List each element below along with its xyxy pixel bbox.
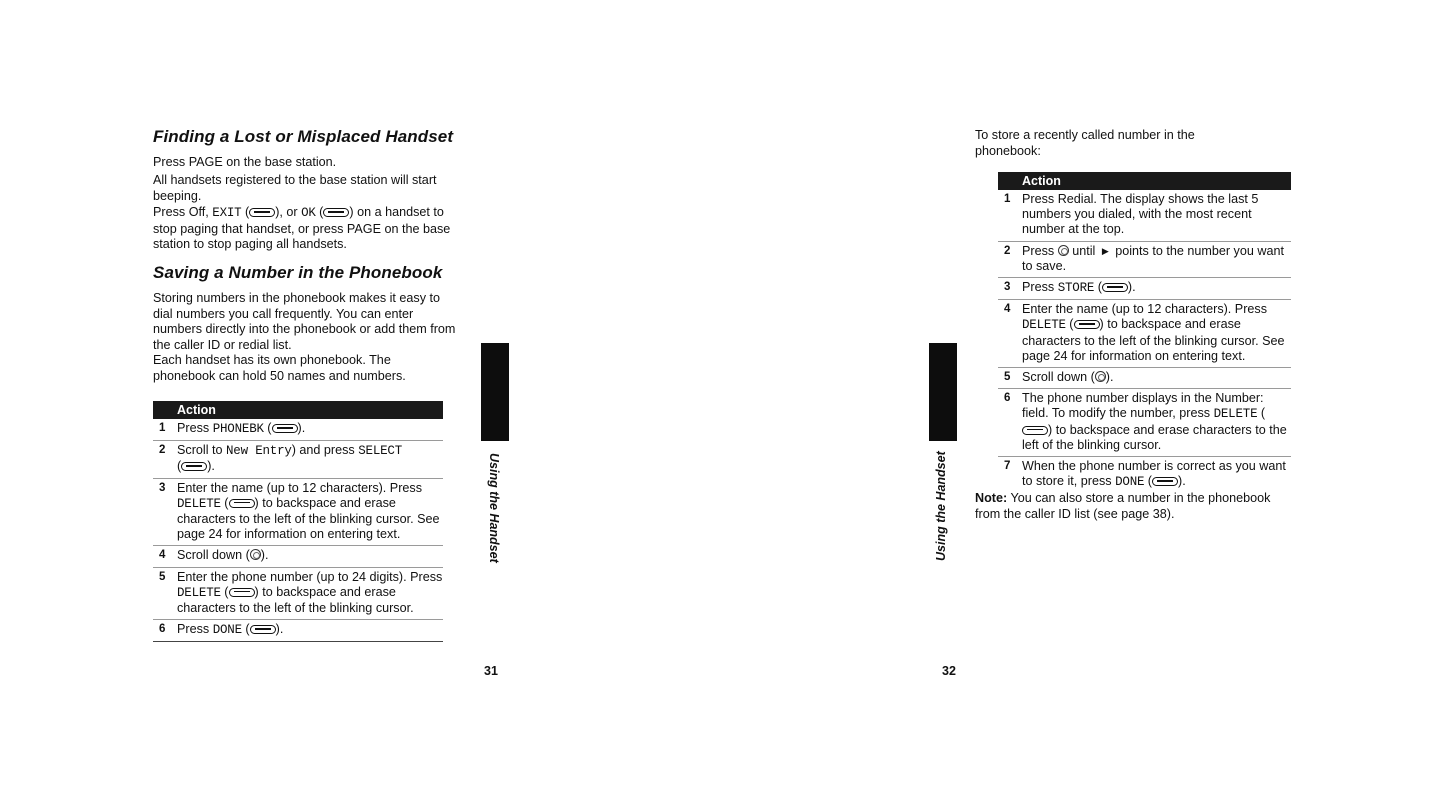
lcd-ok: OK xyxy=(301,206,316,220)
soft-key-icon xyxy=(229,588,255,597)
saving-para-1: Storing numbers in the phonebook makes it easy to dial numbers you call frequently. You can enter numbers directly into the phonebook or add them from the caller ID or redial list. xyxy=(153,291,456,352)
table-row: 2 Press until ▶ points to the number you want to save. xyxy=(998,242,1291,278)
right-page xyxy=(723,0,1446,792)
soft-key-icon xyxy=(229,499,255,508)
table-row: 6 The phone number displays in the Number: field. To modify the number, press DELETE () to backspace and erase characters to the left of the blinking cursor. xyxy=(998,389,1291,457)
soft-key-icon xyxy=(323,208,349,217)
saving-para-2: Each handset has its own phonebook. The phonebook can hold 50 names and numbers. xyxy=(153,353,406,383)
table-row: 5 Enter the phone number (up to 24 digits). Press DELETE ( ) to backspace and erase characters to the left of the blinking cursor. xyxy=(153,568,443,621)
table-row: 3 Enter the name (up to 12 characters). Press DELETE ( ) to backspace and erase characters to the left of the blinking cursor. See page 24 for information on entering text. xyxy=(153,479,443,547)
note: Note: You can also store a number in the phonebook from the caller ID list (see page 38). xyxy=(975,491,1271,521)
lost-handset-heading: Finding a Lost or Misplaced Handset xyxy=(153,127,454,146)
navigation-key-icon xyxy=(1058,245,1069,256)
intro-text: To store a recently called number in the phonebook: xyxy=(975,128,1195,158)
soft-key-icon xyxy=(249,208,275,217)
table-header: Action xyxy=(153,401,443,419)
lcd-exit: EXIT xyxy=(212,206,242,220)
table-row: 3 Press STORE ( ). xyxy=(998,278,1291,300)
soft-key-icon xyxy=(1152,477,1178,486)
section-tab-label: Using the Handset xyxy=(487,453,501,563)
table-row: 1 Press PHONEBK ( ). xyxy=(153,419,443,441)
page-number: 32 xyxy=(942,664,956,678)
navigation-key-icon xyxy=(250,549,261,560)
table-header: Action xyxy=(998,172,1291,190)
soft-key-icon xyxy=(1102,283,1128,292)
lost-para-1: Press PAGE on the base station. xyxy=(153,155,337,169)
navigation-key-icon xyxy=(1095,371,1106,382)
soft-key-icon xyxy=(1022,426,1048,435)
table-row: 6 Press DONE ( ). xyxy=(153,620,443,642)
table-row: 1 Press Redial. The display shows the last 5 numbers you dialed, with the most recent number at the top. xyxy=(998,190,1291,242)
section-tab xyxy=(929,343,957,441)
lost-para-2: All handsets registered to the base station will start beeping. xyxy=(153,173,437,203)
section-tab-label: Using the Handset xyxy=(934,451,948,561)
page-number: 31 xyxy=(484,664,498,678)
soft-key-icon xyxy=(1074,320,1100,329)
soft-key-icon xyxy=(250,625,276,634)
table-row: 2 Scroll to New Entry) and press SELECT ( ). xyxy=(153,441,443,478)
table-row: 4 Scroll down ( ). xyxy=(153,546,443,567)
pointer-arrow-icon: ▶ xyxy=(1101,245,1109,256)
note-label: Note: xyxy=(975,491,1008,505)
table-row: 5 Scroll down ( ). xyxy=(998,368,1291,389)
table-row: 4 Enter the name (up to 12 characters). Press DELETE ( ) to backspace and erase characters to the left of the blinking cursor. See page 24 for information on entering text. xyxy=(998,300,1291,368)
saving-heading: Saving a Number in the Phonebook xyxy=(153,263,443,282)
left-action-table xyxy=(153,401,443,642)
lost-para-3: Press Off, EXIT ( ), or OK ( ) on a handset to stop paging that handset, or press PAGE on the base station to stop paging all handsets. xyxy=(153,205,451,251)
section-tab xyxy=(481,343,509,441)
soft-key-icon xyxy=(181,462,207,471)
table-row: 7 When the phone number is correct as you want to store it, press DONE ( ). xyxy=(1004,459,1286,490)
soft-key-icon xyxy=(272,424,298,433)
right-action-table xyxy=(998,172,1291,493)
